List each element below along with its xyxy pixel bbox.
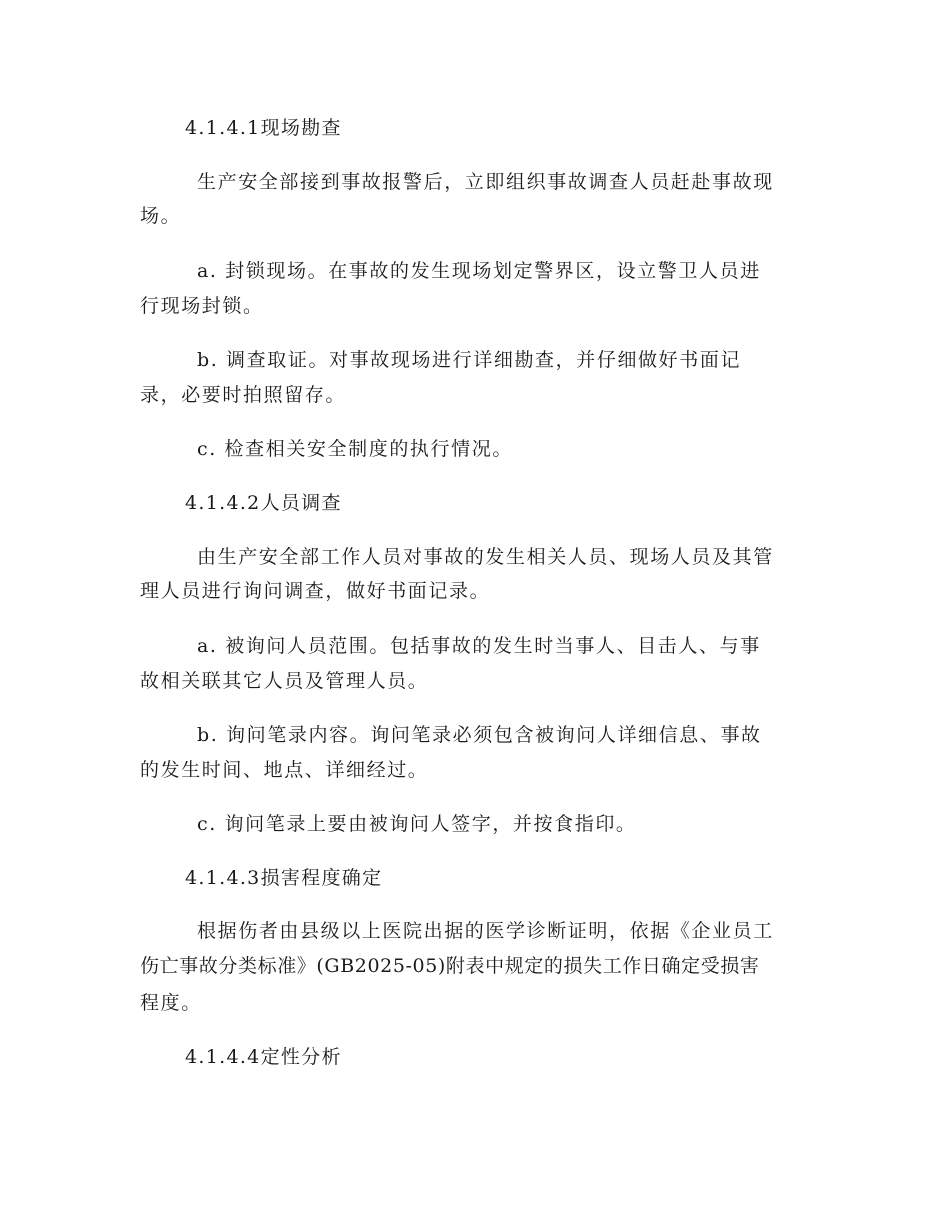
list-item-line: 行现场封锁。: [140, 295, 264, 317]
list-item-line: c. 询问笔录上要由被询问人签字，并按食指印。: [197, 813, 637, 835]
paragraph-line: 理人员进行询问调查，做好书面记录。: [140, 580, 491, 602]
list-item-line: a. 封锁现场。在事故的发生现场划定警界区，设立警卫人员进: [197, 260, 761, 282]
section-heading-4-1-4-3: 4.1.4.3损害程度确定: [185, 867, 383, 889]
paragraph-line: 生产安全部接到事故报警后，立即组织事故调查人员赶赴事故现: [197, 171, 774, 193]
paragraph-line: 由生产安全部工作人员对事故的发生相关人员、现场人员及其管: [197, 546, 774, 568]
section-heading-4-1-4-4: 4.1.4.4定性分析: [185, 1046, 342, 1068]
list-item-line: b. 调查取证。对事故现场进行详细勘查，并仔细做好书面记: [197, 349, 742, 371]
paragraph-line: 场。: [140, 205, 182, 227]
paragraph-line: 程度。: [140, 992, 202, 1014]
section-heading-4-1-4-2: 4.1.4.2人员调查: [185, 492, 342, 514]
list-item-line: 的发生时间、地点、详细经过。: [140, 759, 429, 781]
paragraph-line: 根据伤者由县级以上医院出据的医学诊断证明，依据《企业员工: [197, 920, 774, 942]
list-item-line: c. 检查相关安全制度的执行情况。: [197, 438, 513, 460]
list-item-line: 故相关联其它人员及管理人员。: [140, 670, 429, 692]
list-item-line: 录，必要时拍照留存。: [140, 384, 347, 406]
list-item-line: a. 被询问人员范围。包括事故的发生时当事人、目击人、与事: [197, 635, 761, 657]
section-heading-4-1-4-1: 4.1.4.1现场勘查: [185, 117, 342, 139]
paragraph-line: 伤亡事故分类标准》(GB2025-05)附表中规定的损失工作日确定受损害: [140, 955, 760, 977]
list-item-line: b. 询问笔录内容。询问笔录必须包含被询问人详细信息、事故: [197, 724, 762, 746]
